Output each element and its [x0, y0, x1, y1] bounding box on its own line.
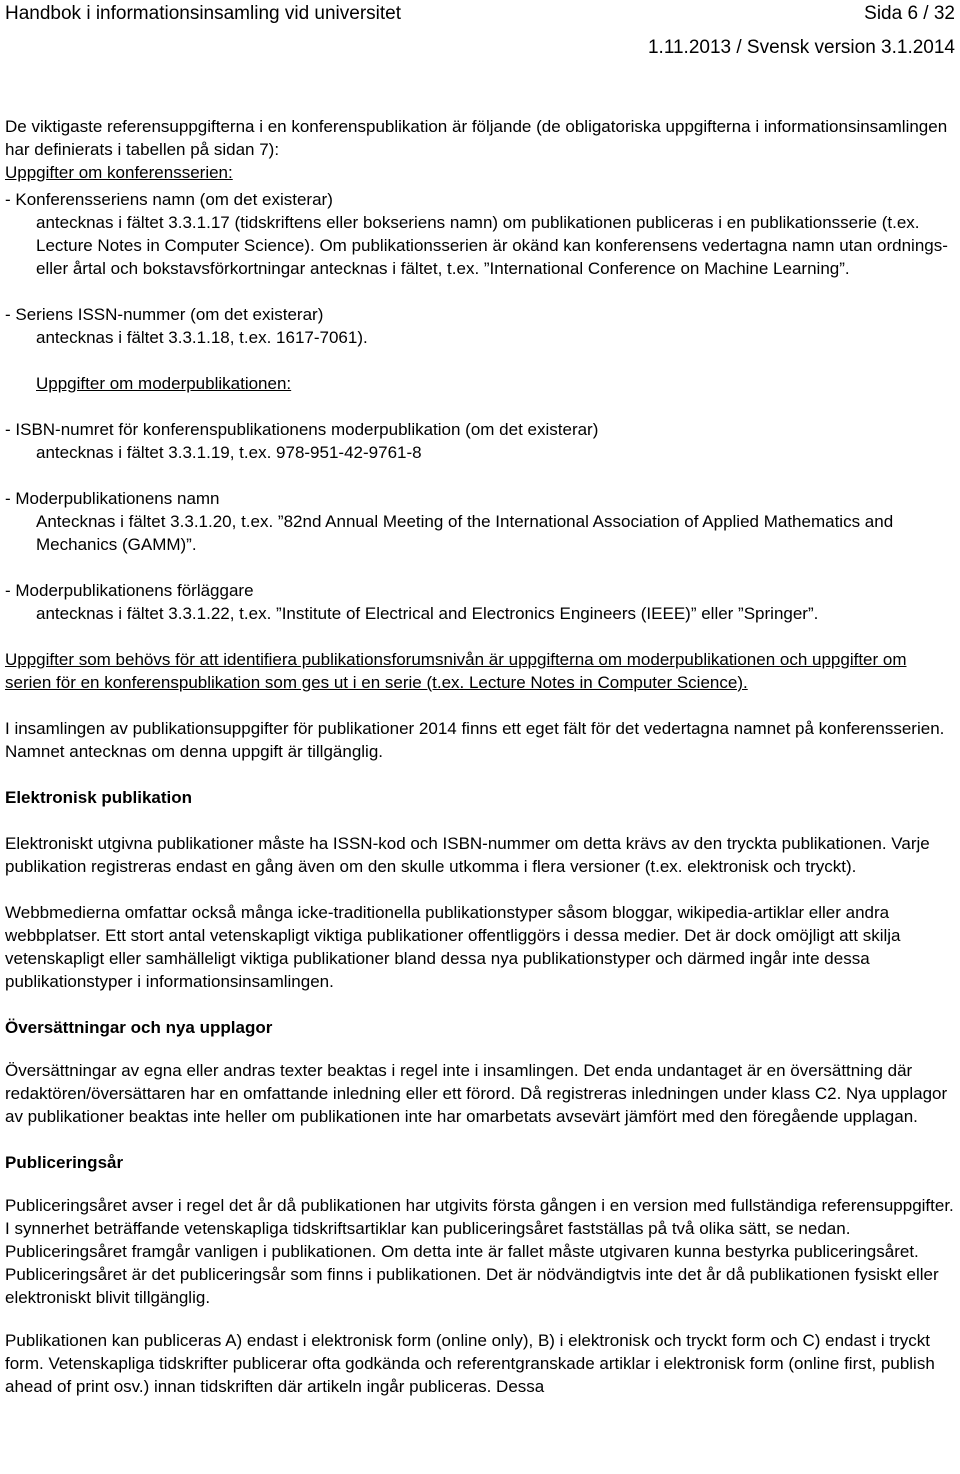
isbn-detail: antecknas i fältet 3.3.1.19, t.ex. 978-951-42-9761-8 [36, 443, 422, 462]
header-title: Handbok i informationsinsamling vid universitet [5, 3, 402, 24]
year-paragraph-2: Publikationen kan publiceras A) endast i elektronisk form (online only), B) i elektronisk och tryckt form och C) endast i tryckt form. Vetenskapliga tidskrifter publicerar ofta godkända och referentgranskade artiklar i elektronisk form (online first, publish ahead of print osv.) innan tidskriften där artikeln ingår publiceras. Dessa [5, 1331, 935, 1396]
series-name-item: - Konferensseriens namn (om det existerar) [5, 190, 333, 209]
translations-heading: Översättningar och nya upplagor [5, 1018, 273, 1037]
host-name-item: - Moderpublikationens namn [5, 489, 220, 508]
electronic-paragraph-1: Elektroniskt utgivna publikationer måste ha ISSN-kod och ISBN-nummer om detta krävs av den tryckta publikationen. Varje publikation registreras endast en gång även om den skulle utkomma i flera versioner (t.ex. elektronisk och tryckt). [5, 834, 930, 876]
forum-note: Uppgifter som behövs för att identifiera publikationsforumsnivån är uppgifterna om moderpublikationen och uppgifter om serien för en konferenspublikation som ges ut i en serie (t.ex. Lecture Notes in Computer Science). [5, 650, 907, 692]
issn-detail: antecknas i fältet 3.3.1.18, t.ex. 1617-7061). [36, 328, 368, 347]
year-paragraph-1: Publiceringsåret avser i regel det år då publikationen har utgivits första gången i en version med fullständiga referensuppgifter. I synnerhet beträffande vetenskapliga tidskriftsartiklar kan publiceringsåret fastställas på två olika sätt, se nedan. Publiceringsåret framgår vanligen i publikationen. Om detta inte är fallet måste utgivaren kunna bestyrka publiceringsåret. Publiceringsåret är det publiceringsår som finns i publikationen. Det är nödvändigtvis inte det år då publikationen fysiskt eller elektroniskt blivit tillgänglig. [5, 1196, 954, 1307]
intro-paragraph: De viktigaste referensuppgifterna i en konferenspublikation är följande (de obligatoriska uppgifterna i informationsinsamlingen har definierats i tabellen på sidan 7): [5, 117, 948, 159]
version-date: 1.11.2013 / Svensk version 3.1.2014 [647, 37, 955, 58]
year-heading: Publiceringsår [5, 1153, 124, 1172]
electronic-paragraph-2: Webbmedierna omfattar också många icke-traditionella publikationstyper såsom bloggar, wikipedia-artiklar eller andra webbplatser. Ett stort antal vetenskapligt viktiga publikationer offentliggörs i dessa medier. Det är dock omöjligt att skilja vetenskapligt eller samhälleligt viktiga publikationer bland dessa nya publikationstyper och därmed ingår inte dessa publikationstyper i informationsinsamlingen. [5, 903, 901, 991]
series-name-detail: antecknas i fältet 3.3.1.17 (tidskriftens eller bokseriens namn) om publikationen publiceras i en publikationsserie (t.ex. Lecture Notes in Computer Science). Om publikationsserien är okänd kan konferensens vedertagna namn utan ordnings- eller årtal och bokstavsförkortningar antecknas i fältet, t.ex. ”International Conference on Machine Learning”. [36, 213, 948, 278]
electronic-heading: Elektronisk publikation [5, 788, 193, 807]
host-heading: Uppgifter om moderpublikationen: [36, 374, 292, 393]
document-body [5, 115, 955, 1398]
translations-paragraph: Översättningar av egna eller andras texter beaktas i regel inte i insamlingen. Det enda undantaget är en översättning där redaktören/översättaren har en omfattande inledning eller ett förord. Då registreras inledningen under klass C2. Nya upplagor av publikationer beaktas inte heller om publikationen inte har omarbetats avsevärt jämfört med den föregående upplagan. [5, 1061, 948, 1126]
series-heading: Uppgifter om konferensserien: [5, 163, 233, 182]
issn-item: - Seriens ISSN-nummer (om det existerar) [5, 305, 324, 324]
publisher-detail: antecknas i fältet 3.3.1.22, t.ex. ”Institute of Electrical and Electronics Engineers (IEEE)” eller ”Springer”. [36, 604, 819, 623]
isbn-item: - ISBN-numret för konferenspublikationens moderpublikation (om det existerar) [5, 420, 599, 439]
host-name-detail: Antecknas i fältet 3.3.1.20, t.ex. ”82nd Annual Meeting of the International Association of Applied Mathematics and Mechanics (GAMM)”. [36, 512, 894, 554]
publisher-item: - Moderpublikationens förläggare [5, 581, 254, 600]
field-2014-paragraph: I insamlingen av publikationsuppgifter för publikationer 2014 finns ett eget fält för det vedertagna namnet på konferensserien. Namnet antecknas om denna uppgift är tillgänglig. [5, 719, 945, 761]
page-number: Sida 6 / 32 [864, 3, 955, 24]
